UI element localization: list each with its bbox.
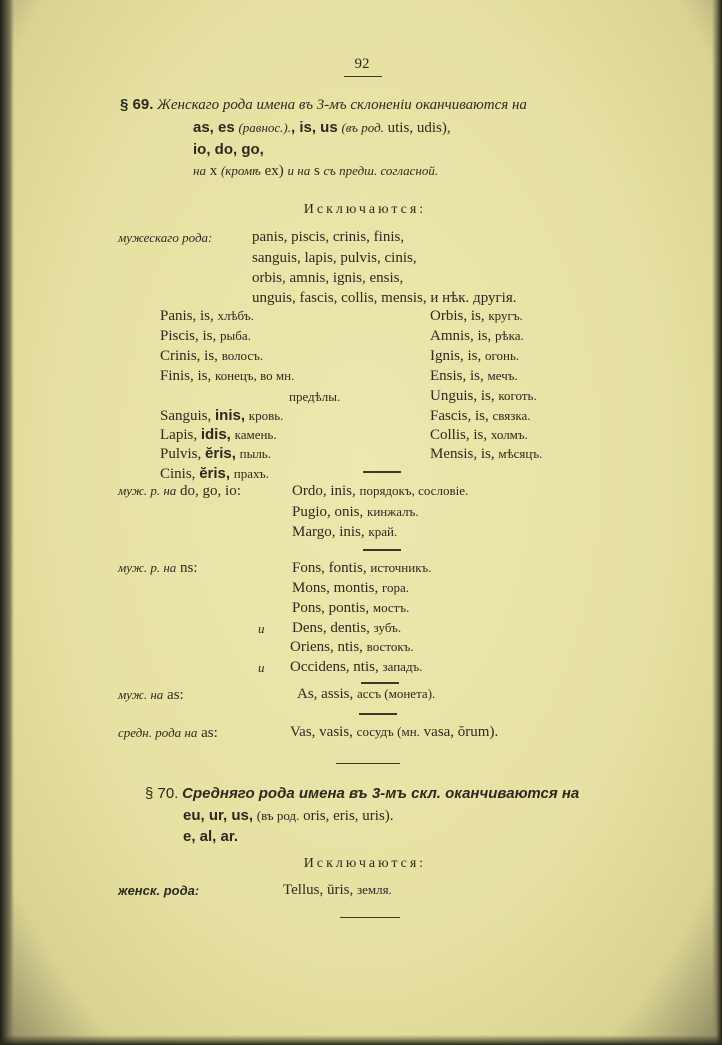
ending: as: — [201, 725, 218, 741]
vocab-entry — [430, 387, 537, 405]
note: (въ род. — [341, 120, 384, 135]
latin: Finis, is, — [160, 368, 212, 384]
vocab-entry — [290, 638, 414, 656]
latin: Ignis, is, — [430, 348, 482, 364]
vocab-entry — [290, 723, 498, 741]
vocab-entry — [430, 367, 518, 385]
translation: пыль. — [239, 446, 271, 461]
masc-list: unguis, fascis, collis, mensis, и нѣк. другія. — [252, 290, 517, 306]
vocab-entry — [292, 579, 409, 597]
genitive: ĕris, — [199, 465, 231, 482]
s70-number: § 70. — [145, 785, 179, 802]
note: (кромѣ — [220, 163, 261, 178]
note: и на — [287, 163, 311, 178]
translation: край. — [368, 524, 398, 539]
divider — [363, 549, 401, 551]
vocab-entry — [160, 367, 294, 385]
vocab-entry — [292, 559, 432, 577]
vocab-entry — [160, 445, 271, 463]
s69-endings-1 — [193, 119, 451, 137]
latin: Oriens, ntis, — [290, 639, 363, 655]
latin: Mons, montis, — [292, 580, 379, 596]
latin: Orbis, is, — [430, 308, 485, 324]
s69-endings-2: io, do, go, — [193, 141, 264, 158]
genitive: inis, — [215, 407, 246, 424]
s69-endings-3 — [193, 162, 438, 180]
latin: Cinis, — [160, 466, 196, 482]
s69-heading — [120, 96, 527, 114]
translation: огонь. — [485, 348, 520, 363]
ending: as: — [167, 687, 184, 703]
ending: x — [209, 163, 218, 179]
vocab-entry — [430, 327, 524, 345]
translation: холмъ. — [490, 427, 528, 442]
endings: as, es — [193, 119, 235, 136]
latin: Pugio, onis, — [292, 504, 364, 520]
genitive: ĕris, — [205, 445, 236, 462]
translation: кровь. — [248, 408, 284, 423]
latin: Lapis, — [160, 427, 198, 443]
vocab-entry — [160, 407, 283, 425]
masc-list: sanguis, lapis, pulvis, cinis, — [252, 250, 417, 266]
note: на — [193, 163, 206, 178]
latin-plural: vasa, ŏrum). — [423, 724, 499, 740]
latin: Crinis, is, — [160, 348, 218, 364]
s69-heading-text: Женскаго рода имена въ 3-мъ склоненіи оканчиваются на — [157, 97, 527, 113]
latin: Tellus, ūris, — [283, 882, 354, 898]
fem-label: женск. рода: — [118, 883, 200, 898]
label: муж. на — [118, 687, 164, 702]
label: муж. р. на — [118, 560, 177, 575]
and-marker: и — [258, 660, 265, 675]
latin: Fascis, is, — [430, 408, 489, 424]
endings: do, go, io: — [180, 483, 241, 499]
latin: Fons, fontis, — [292, 560, 367, 576]
latin: Pulvis, — [160, 446, 202, 462]
vocab-entry — [292, 482, 468, 500]
vocab-entry — [160, 347, 263, 365]
translation: связка. — [492, 408, 531, 423]
masc-list: orbis, amnis, ignis, ensis, — [252, 270, 404, 286]
translation: прахъ. — [233, 466, 270, 481]
ending: ex) — [264, 163, 284, 179]
vocab-entry — [160, 327, 251, 345]
translation: конецъ, во мн. — [215, 368, 295, 383]
translation: гора. — [382, 580, 410, 595]
endings: , is, us — [291, 119, 338, 136]
s69-number: § 69. — [120, 96, 154, 113]
latin: Panis, is, — [160, 308, 214, 324]
masc-label: мужескаго рода: — [118, 230, 213, 245]
latin: Vas, vasis, — [290, 724, 353, 740]
vocab-entry — [430, 445, 542, 463]
vocab-entry — [160, 465, 269, 483]
latin: Ordo, inis, — [292, 483, 356, 499]
note: (равнос.). — [238, 120, 291, 135]
vocab-entry — [283, 881, 392, 899]
divider — [336, 763, 400, 764]
ending: s — [313, 163, 320, 179]
as-label — [118, 686, 184, 704]
vocab-entry — [430, 307, 523, 325]
divider — [340, 917, 400, 918]
divider — [359, 713, 397, 715]
s70-heading — [145, 785, 579, 803]
translation: мѣсяцъ. — [498, 446, 543, 461]
vocab-entry — [292, 523, 397, 541]
label: средн. рода на — [118, 725, 198, 740]
note: (въ род. — [256, 808, 300, 823]
translation: зубъ. — [373, 620, 402, 635]
latin: As, assis, — [297, 686, 354, 702]
exceptions-heading: Исключаются: — [303, 856, 427, 871]
label: муж. р. на — [118, 483, 177, 498]
translation: кругъ. — [488, 308, 523, 323]
translation: источникъ. — [370, 560, 432, 575]
latin: Ensis, is, — [430, 368, 484, 384]
translation: рыба. — [220, 328, 251, 343]
vocab-entry — [160, 307, 254, 325]
latin: Collis, is, — [430, 427, 488, 443]
latin: Dens, dentis, — [292, 620, 370, 636]
endings: eu, ur, us, — [183, 807, 254, 824]
vocab-entry — [160, 426, 277, 444]
note: съ предш. согласной. — [323, 163, 439, 178]
latin: Mensis, is, — [430, 446, 495, 462]
translation-continued: предѣлы. — [289, 389, 341, 404]
masc-list: panis, piscis, crinis, finis, — [252, 229, 405, 245]
s70-endings-2: e, al, ar. — [183, 828, 239, 845]
translation: сосудъ (мн. — [356, 724, 420, 739]
divider — [363, 471, 401, 473]
translation: мостъ. — [372, 600, 410, 615]
ending: ns: — [180, 560, 198, 576]
and-marker: и — [258, 621, 265, 636]
scan-edge-right — [712, 0, 722, 1045]
translation: востокъ. — [366, 639, 414, 654]
ns-label — [118, 559, 198, 577]
latin: Occidens, ntis, — [290, 659, 379, 675]
vocab-entry — [430, 347, 519, 365]
translation: западъ. — [382, 659, 423, 674]
s70-endings-1 — [183, 807, 394, 825]
translation: хлѣбъ. — [217, 308, 254, 323]
scan-edge-bottom — [0, 1035, 722, 1045]
dogo-label — [118, 482, 241, 500]
translation: рѣка. — [495, 328, 524, 343]
vocab-entry — [290, 658, 423, 676]
divider — [361, 682, 399, 684]
translation: кинжалъ. — [367, 504, 419, 519]
divider — [344, 76, 382, 77]
s70-heading-text: Средняго рода имена въ 3-мъ скл. оканчиваются на — [182, 785, 580, 802]
latin: Pons, pontis, — [292, 600, 370, 616]
vocab-entry — [292, 599, 409, 617]
translation: ассъ (монета). — [357, 686, 436, 701]
latin: Unguis, is, — [430, 388, 495, 404]
translation: мечъ. — [487, 368, 518, 383]
translation: порядокъ, сословіе. — [359, 483, 469, 498]
page-number: 92 — [354, 56, 370, 72]
vocab-entry — [292, 619, 401, 637]
endings: utis, udis), — [387, 120, 451, 136]
vocab-entry — [430, 426, 528, 444]
translation: камень. — [234, 427, 277, 442]
latin: Margo, inis, — [292, 524, 365, 540]
translation: коготь. — [498, 388, 537, 403]
translation: земля. — [356, 882, 392, 897]
latin: Sanguis, — [160, 408, 212, 424]
exceptions-heading: Исключаются: — [303, 202, 427, 217]
translation: волосъ. — [221, 348, 264, 363]
genitive: idis, — [200, 426, 231, 443]
neut-label — [118, 724, 218, 742]
vocab-entry — [430, 407, 531, 425]
latin: Piscis, is, — [160, 328, 217, 344]
latin: Amnis, is, — [430, 328, 492, 344]
scan-edge-left — [0, 0, 14, 1045]
endings: oris, eris, uris). — [303, 808, 394, 824]
vocab-entry — [292, 503, 419, 521]
vocab-entry — [297, 685, 435, 703]
